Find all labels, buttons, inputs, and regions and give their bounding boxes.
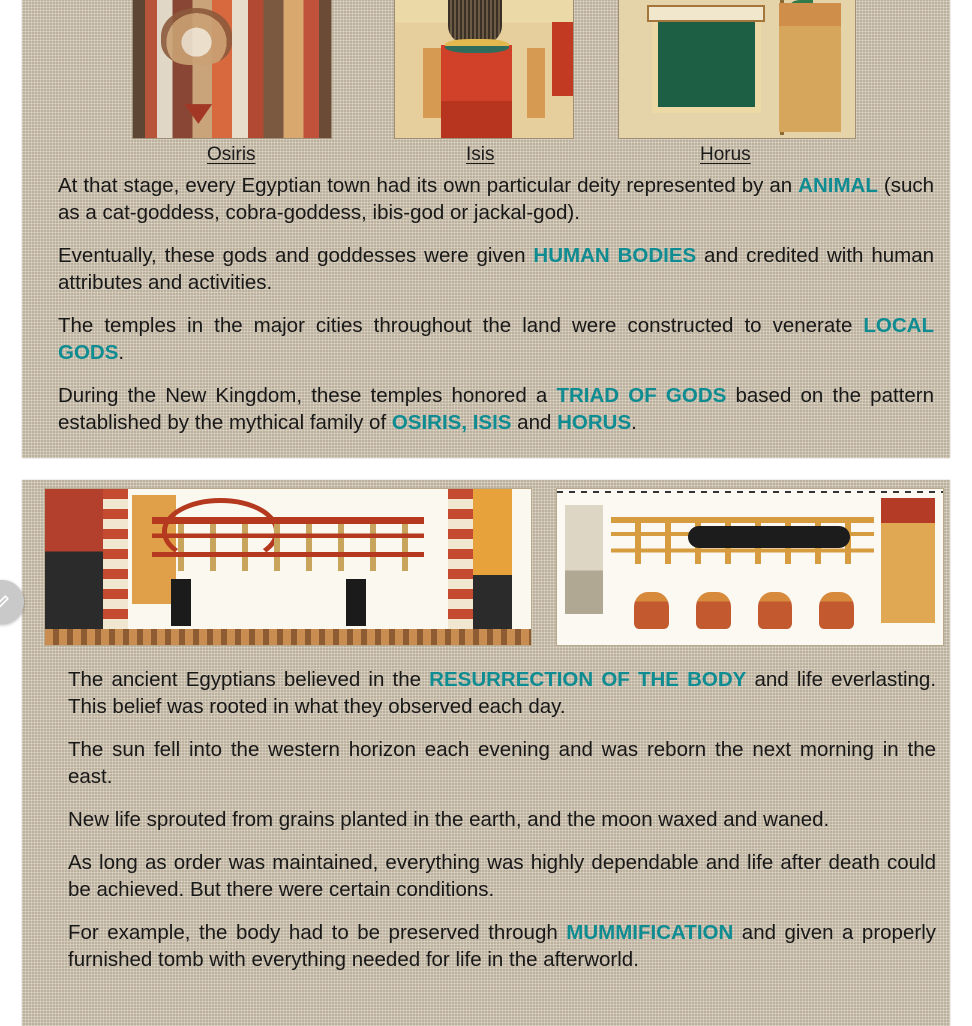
paragraph-resurrection (68, 666, 936, 720)
deity-image-strip (22, 0, 950, 139)
highlighted-term: TRIAD OF GODS (556, 384, 727, 408)
isis-painting-icon (395, 0, 573, 138)
mummy-bier-image-left (44, 488, 532, 646)
paragraph-order (68, 849, 936, 903)
caption-horus: Horus (700, 144, 751, 165)
caption-osiris: Osiris (207, 144, 256, 165)
text-run: The ancient Egyptians believed in the (68, 668, 430, 691)
mummification-image-strip (44, 488, 944, 646)
paragraph-new-life (68, 806, 936, 833)
osiris-painting-icon (133, 0, 331, 138)
highlighted-term: MUMMIFICATION (566, 921, 734, 945)
horus-painting-icon (619, 0, 855, 138)
paragraph-animal (58, 172, 934, 226)
isis-image (394, 0, 574, 139)
mummy-bier-image-right (556, 488, 944, 646)
paragraph-human-bodies (58, 242, 934, 296)
text-run: and (511, 411, 558, 435)
horus-image (618, 0, 856, 139)
text-run: (such as a cat-goddess, cobra-goddess, ibis-god or jackal-god). (58, 174, 935, 225)
osiris-image (132, 0, 332, 139)
slide-gods (22, 0, 950, 458)
text-run: and credited with human attributes and activities. (58, 244, 934, 295)
highlighted-term: HUMAN BODIES (533, 244, 697, 268)
caption-isis: Isis (466, 144, 495, 165)
text-run: based on the pattern established by the mythical family of (58, 384, 934, 435)
text-run: For example, the body had to be preserved through (68, 921, 567, 945)
paragraph-local-gods (58, 312, 934, 366)
paragraph-sun-cycle (68, 736, 936, 790)
slide-resurrection-text (68, 666, 936, 973)
highlighted-term: LOCAL GODS (58, 314, 934, 365)
text-run: The temples in the major cities throughout the land were constructed to venerate (58, 314, 864, 338)
highlighted-term: RESURRECTION OF THE BODY (429, 668, 747, 691)
text-run: . (631, 411, 637, 435)
highlighted-term: OSIRIS, ISIS (391, 411, 512, 435)
text-run: The sun fell into the western horizon each evening and was reborn the next morning in the east. (68, 738, 936, 789)
text-run: . (118, 341, 125, 365)
text-run: During the New Kingdom, these temples honored a (58, 384, 557, 408)
text-run: As long as order was maintained, everything was highly dependable and life after death could be achieved. But there were certain conditions. (68, 851, 936, 902)
highlighted-term: HORUS (557, 411, 632, 435)
text-run: At that stage, every Egyptian town had its own particular deity represented by an (58, 174, 799, 197)
text-run: and life everlasting. This belief was rooted in what they observed each day. (68, 668, 937, 719)
slide-resurrection (22, 480, 950, 1026)
mummy-bier-painting-left-icon (45, 489, 531, 645)
edit-pencil-button[interactable] (0, 580, 24, 624)
highlighted-term: ANIMAL (798, 174, 878, 197)
edit-pencil-icon (0, 592, 12, 612)
text-run: New life sprouted from grains planted in the earth, and the moon waxed and waned. (68, 808, 830, 832)
slide-divider (0, 462, 972, 480)
slide-gods-text (58, 172, 934, 436)
text-run: Eventually, these gods and goddesses were given (58, 244, 534, 268)
mummy-bier-painting-right-icon (557, 489, 943, 645)
paragraph-triad-of-gods (58, 382, 934, 436)
text-run: and given a properly furnished tomb with everything needed for life in the afterworld. (68, 921, 936, 972)
paragraph-mummification (68, 919, 936, 973)
